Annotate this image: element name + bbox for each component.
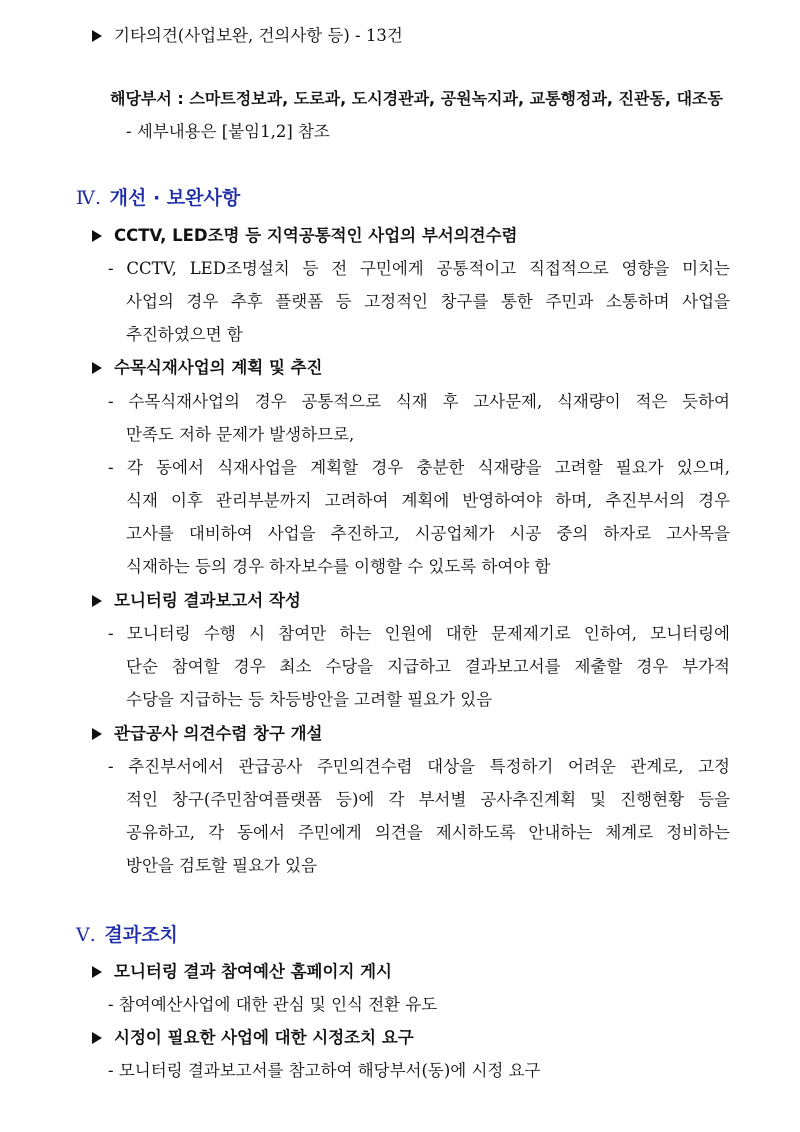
section-4-item-2-line-3: - 각 동에서 식재사업을 계획할 경우 충분한 식재량을 고려할 필요가 있으며, (108, 458, 730, 477)
section-4-item-1-line-3: 추진하였으면 함 (126, 325, 243, 344)
section-4-item-2-title: 수목식재사업의 계획 및 추진 (92, 356, 323, 380)
department-line: 해당부서 : 스마트정보과, 도로과, 도시경관과, 공원녹지과, 교통행정과, 진관동, 대조동 (110, 89, 723, 108)
triangle-bullet-icon (92, 595, 102, 607)
section-4-item-1-title: CCTV, LED조명 등 지역공통적인 사업의 부서의견수렴 (92, 224, 518, 248)
section-5-item-2-title: 시정이 필요한 사업에 대한 시정조치 요구 (92, 1026, 414, 1050)
triangle-bullet-icon (92, 728, 102, 740)
section-4-item-2-line-5: 고사를 대비하여 사업을 추진하고, 시공업체가 시공 중의 하자로 고사목을 (126, 524, 730, 543)
triangle-bullet-icon (92, 1032, 102, 1044)
section-4-item-4-line-1: - 추진부서에서 관급공사 주민의견수렴 대상을 특정하기 어려운 관계로, 고정 (108, 757, 730, 776)
section-4-item-2-line-6: 식재하는 등의 경우 하자보수를 이행할 수 있도록 하여야 함 (126, 557, 551, 576)
section-4-item-4-title: 관급공사 의견수렴 창구 개설 (92, 722, 323, 746)
section-4-item-2-line-2: 만족도 저하 문제가 발생하므로, (126, 425, 355, 444)
section-4-item-4-line-3: 공유하고, 각 동에서 주민에게 의견을 제시하도록 안내하는 체계로 정비하는 (126, 823, 730, 842)
section-4-item-3-line-2: 단순 참여할 경우 최소 수당을 지급하고 결과보고서를 제출할 경우 부가적 (126, 657, 730, 676)
detail-note: - 세부내용은 [붙임1,2] 참조 (126, 122, 330, 141)
section-4-item-2-line-4: 식재 이후 관리부분까지 고려하여 계획에 반영하여야 하며, 추진부서의 경우 (126, 491, 730, 510)
triangle-bullet-icon (92, 966, 102, 978)
section-4-item-3-title: 모니터링 결과보고서 작성 (92, 589, 301, 613)
section-4-title: 개선 · 보완사항 (109, 187, 241, 209)
triangle-bullet-icon (92, 230, 102, 242)
section-5-item-1-title: 모니터링 결과 참여예산 홈페이지 게시 (92, 960, 392, 984)
section-4-item-4-line-4: 방안을 검토할 필요가 있음 (126, 856, 318, 875)
section-5-item-2-line-1: - 모니터링 결과보고서를 참고하여 해당부서(동)에 시정 요구 (108, 1061, 541, 1080)
section-4-heading (76, 186, 240, 210)
section-4-numeral: Ⅳ. (76, 187, 102, 209)
other-opinions-item: 기타의견(사업보완, 건의사항 등) - 13건 (92, 24, 403, 48)
section-5-numeral: Ⅴ. (76, 924, 96, 946)
section-5-heading (76, 923, 178, 947)
triangle-bullet-icon (92, 30, 102, 42)
section-4-item-2-line-1: - 수목식재사업의 경우 공통적으로 식재 후 고사문제, 식재량이 적은 듯하여 (108, 392, 730, 411)
section-4-item-1-line-1: - CCTV, LED조명설치 등 전 구민에게 공통적이고 직접적으로 영향을 미치는 (108, 259, 730, 278)
section-4-item-1-line-2: 사업의 경우 추후 플랫폼 등 고정적인 창구를 통한 주민과 소통하며 사업을 (126, 292, 730, 311)
section-4-item-3-line-1: - 모니터링 수행 시 참여만 하는 인원에 대한 문제제기로 인하여, 모니터링에 (108, 624, 730, 643)
section-4-item-4-line-2: 적인 창구(주민참여플랫폼 등)에 각 부서별 공사추진계획 및 진행현황 등을 (126, 790, 730, 809)
section-4-item-3-line-3: 수당을 지급하는 등 차등방안을 고려할 필요가 있음 (126, 690, 493, 709)
section-5-item-1-line-1: - 참여예산사업에 대한 관심 및 인식 전환 유도 (108, 995, 438, 1014)
section-5-title: 결과조치 (104, 924, 178, 946)
triangle-bullet-icon (92, 362, 102, 374)
